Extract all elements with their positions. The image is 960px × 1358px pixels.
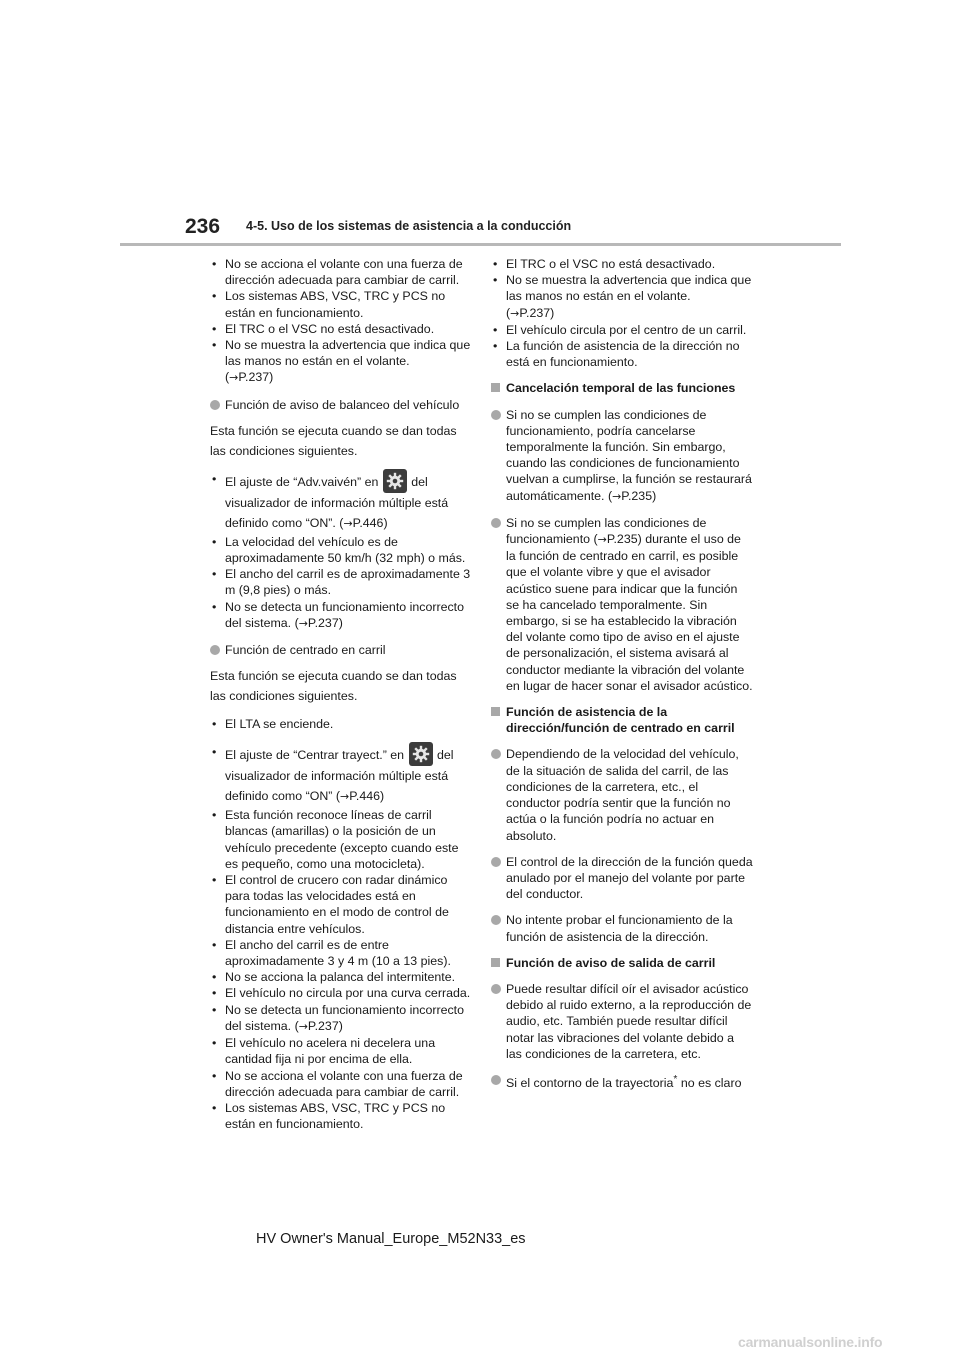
list-item: • El vehículo no acelera ni decelera una cantidad fija ni por encima de ella.	[210, 1035, 472, 1067]
page-reference-link[interactable]: P.237	[238, 370, 270, 385]
list-item: • La función de asistencia de la dirección no está en funcionamiento.	[491, 338, 753, 370]
list-item: • El TRC o el VSC no está desactivado.	[491, 256, 753, 272]
list-item-text: del visualizador de información múltiple está definido como “ON”. (	[225, 474, 449, 530]
list-item: • El ancho del carril es de aproximadamente 3 m (9,8 pies) o más.	[210, 566, 472, 598]
list-item: • No se muestra la advertencia que indica que las manos no están en el volante. (→P.237)	[491, 272, 753, 322]
list-item-text: del visualizador de información múltiple está definido como “ON” (	[225, 748, 454, 804]
note-text: Si el contorno de la trayectoria	[506, 1076, 674, 1091]
right-arrow-reference-icon: →	[597, 533, 607, 547]
page-reference-link[interactable]: P.237	[307, 615, 339, 630]
list-item: • Esta función reconoce líneas de carril blancas (amarillas) o la posición de un vehículo precedente (excepto cuando este es pequeño, como una motocicleta).	[210, 807, 472, 872]
right-arrow-reference-icon: →	[298, 616, 308, 630]
right-arrow-reference-icon: →	[298, 1019, 308, 1033]
list-item: • Los sistemas ABS, VSC, TRC y PCS no están en funcionamiento.	[210, 1100, 472, 1132]
list-item: • El ancho del carril es de entre aproximadamente 3 y 4 m (10 a 13 pies).	[210, 937, 472, 969]
list-item-text: El ajuste de “Centrar trayect.” en	[225, 748, 405, 763]
list-item: • No se acciona el volante con una fuerza de dirección adecuada para cambiar de carril.	[210, 1068, 472, 1100]
list-item: • Los sistemas ABS, VSC, TRC y PCS no están en funcionamiento.	[210, 288, 472, 320]
note-item: Dependiendo de la velocidad del vehículo, de la situación de salida del carril, de las condiciones de la carretera, etc., el conductor podría sentir que la función no actúa o la función podría no actuar en absoluto.	[491, 746, 753, 843]
paragraph: Esta función se ejecuta cuando se dan todas las condiciones siguientes.	[210, 423, 457, 458]
list-item: • La velocidad del vehículo es de aproximadamente 50 km/h (32 mph) o más.	[210, 534, 472, 566]
gear-settings-icon	[409, 742, 433, 766]
document-id: HV Owner's Manual_Europe_M52N33_es	[256, 1231, 526, 1247]
note-item: No intente probar el funcionamiento de la función de asistencia de la dirección.	[491, 912, 753, 944]
right-arrow-reference-icon: →	[510, 306, 520, 320]
list-item: • El vehículo no circula por una curva cerrada.	[210, 985, 472, 1001]
right-arrow-reference-icon: →	[343, 516, 353, 530]
page-number: 236	[185, 215, 221, 238]
list-item-with-gear: • El ajuste de “Adv.vaivén” en del visualizador de información múltiple está definido como “ON”. (→P.446)	[210, 469, 472, 534]
list-item: • El LTA se enciende.	[210, 714, 472, 734]
list-item-with-gear: • El ajuste de “Centrar trayect.” en del visualizador de información múltiple está definido como “ON” (→P.446)	[210, 742, 472, 807]
page-reference-link[interactable]: P.446	[349, 789, 381, 804]
gear-settings-icon	[383, 469, 407, 493]
list-item: • El vehículo circula por el centro de un carril.	[491, 322, 753, 338]
list-item-text: No se detecta un funcionamiento incorrecto del sistema.	[225, 599, 465, 630]
list-item: • El TRC o el VSC no está desactivado.	[210, 321, 472, 337]
list-item-text: No se muestra la advertencia que indica que las manos no están en el volante.	[506, 273, 752, 304]
note-item: Puede resultar difícil oír el avisador acústico debido al ruido externo, a la reproducción de audio, etc. También puede resultar difícil notar las vibraciones del volante debido a las condiciones de la carretera, etc.	[491, 981, 753, 1062]
section-heading: Cancelación temporal de las funciones	[491, 380, 753, 396]
list-item-text: No se detecta un funcionamiento incorrecto del sistema.	[225, 1002, 465, 1033]
right-arrow-reference-icon: →	[340, 790, 350, 804]
right-arrow-reference-icon: →	[612, 489, 622, 503]
section-heading: Función de aviso de salida de carril	[491, 955, 753, 971]
page-reference-link[interactable]: P.237	[307, 1018, 339, 1033]
note-item	[491, 1072, 753, 1091]
page-reference-link[interactable]: P.237	[519, 305, 551, 320]
right-arrow-reference-icon: →	[229, 371, 239, 385]
note-item: El control de la dirección de la función queda anulado por el manejo del volante por parte del conductor.	[491, 854, 753, 903]
list-item: • No se muestra la advertencia que indica que las manos no están en el volante. (→P.237)	[210, 337, 472, 387]
note-text: Si no se cumplen las condiciones de funcionamiento, podría cancelarse temporalmente la función. Sin embargo, cuando las condiciones de funcionamiento vuelvan a cumplirse, la función se restaurará automáticamente.	[506, 407, 752, 503]
footnote-marker: *	[673, 1073, 678, 1085]
list-item: • No se detecta un funcionamiento incorrecto del sistema. (→P.237)	[210, 1002, 472, 1035]
page-reference-link[interactable]: P.235	[621, 488, 653, 503]
page-reference-link[interactable]: P.235	[606, 532, 638, 547]
list-item: • El control de crucero con radar dinámico para todas las velocidades está en funcionamiento en el modo de control de distancia entre vehículos.	[210, 872, 472, 937]
list-item: • No se detecta un funcionamiento incorrecto del sistema. (→P.237)	[210, 599, 472, 632]
note-text: no es claro	[677, 1076, 742, 1091]
right-column	[491, 256, 753, 1091]
list-item: • No se acciona la palanca del intermitente.	[210, 969, 472, 985]
note-text: ) durante el uso de la función de centrado en carril, es posible que el volante vibre y que el avisador acústico suene para indicar que la función se ha cancelado temporalmente. Sin embargo, si se ha establecido la vibración del volante como tipo de aviso en el ajuste de personalización, el sistema avisará al conductor mediante la vibración del volante en lugar de hacer sonar el avisador acústico.	[506, 532, 753, 693]
paragraph: Esta función se ejecuta cuando se dan todas las condiciones siguientes.	[210, 669, 457, 704]
list-item-text: No se muestra la advertencia que indica que las manos no están en el volante.	[225, 338, 471, 369]
note-item: Si no se cumplen las condiciones de funcionamiento, podría cancelarse temporalmente la función. Sin embargo, cuando las condiciones de funcionamiento vuelvan a cumplirse, la función se restaurará automáticamente. (→P.235)	[491, 407, 753, 505]
list-item-text: El ajuste de “Adv.vaivén” en	[225, 474, 379, 489]
left-column	[210, 256, 472, 1132]
note-text: Si no se cumplen las condiciones de funcionamiento (	[506, 515, 707, 547]
header-rule	[120, 243, 841, 246]
page-reference-link[interactable]: P.446	[352, 515, 384, 530]
note-item	[491, 515, 753, 694]
section-heading: Función de asistencia de la dirección/función de centrado en carril	[491, 704, 753, 736]
watermark: carmanualsonline.info	[738, 1334, 883, 1350]
feature-heading: Función de aviso de balanceo del vehículo	[210, 397, 472, 413]
list-item: • No se acciona el volante con una fuerza de dirección adecuada para cambiar de carril.	[210, 256, 472, 288]
feature-heading: Función de centrado en carril	[210, 642, 472, 658]
section-title: 4-5. Uso de los sistemas de asistencia a la conducción	[246, 219, 572, 233]
